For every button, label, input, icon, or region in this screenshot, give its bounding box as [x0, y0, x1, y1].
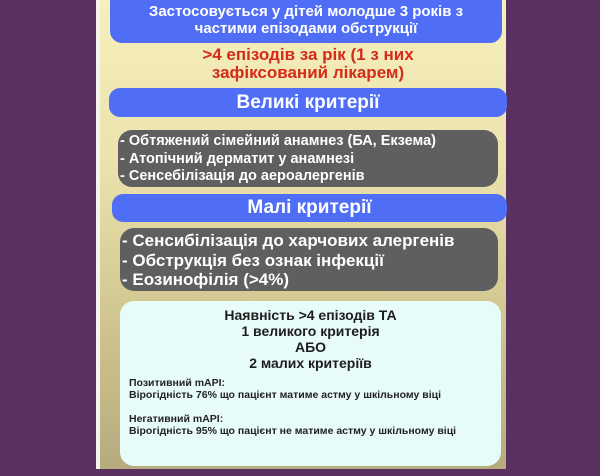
- header-banner: [110, 0, 502, 43]
- episodes-note: [110, 46, 506, 82]
- major-criteria-item: - Сенсебілізація до аероалергенів: [120, 168, 365, 184]
- positive-mapi-text: Вірогідність 76% що пацієнт матиме астму у шкільному віці: [129, 389, 441, 401]
- minor-criteria-title: Малі критерії: [112, 194, 507, 222]
- condition-line: Наявність >4 епізодів ТА: [224, 307, 397, 323]
- header-banner-line1: Застосовується у дітей молодше 3 років з: [148, 3, 464, 20]
- major-criteria-title: Великі критерії: [109, 88, 507, 117]
- condition-line: 2 малих критеріїв: [249, 355, 372, 371]
- minor-criteria-list: [120, 228, 498, 291]
- negative-mapi-text: Вірогідність 95% що пацієнт не матиме астму у шкільному віці: [129, 425, 457, 437]
- condition-line: 1 великого критерія: [241, 323, 380, 339]
- negative-mapi-label: Негативний mAPI:: [129, 413, 224, 425]
- negative-mapi: [120, 413, 501, 437]
- major-criteria-item: - Обтяжений сімейний анамнез (БА, Екзема): [120, 133, 436, 149]
- episodes-note-line1: >4 епізодів за рік (1 з них: [202, 45, 414, 64]
- major-criteria-item: - Атопічний дерматит у анамнезі: [120, 150, 355, 167]
- conclusion-box: [120, 301, 501, 466]
- positive-mapi: [120, 377, 501, 401]
- minor-criteria-item: - Сенсибілізація до харчових алергенів: [122, 231, 455, 250]
- major-criteria-list: [118, 130, 498, 187]
- condition-block: [120, 301, 501, 371]
- minor-criteria-item: - Обструкція без ознак інфекції: [122, 250, 384, 270]
- condition-line: АБО: [294, 339, 327, 355]
- episodes-note-line2: зафіксований лікарем): [211, 63, 405, 82]
- minor-criteria-item: - Еозинофілія (>4%): [122, 270, 290, 289]
- header-banner-line2: частими епізодами обструкції: [194, 20, 418, 37]
- positive-mapi-label: Позитивний mAPI:: [129, 377, 226, 389]
